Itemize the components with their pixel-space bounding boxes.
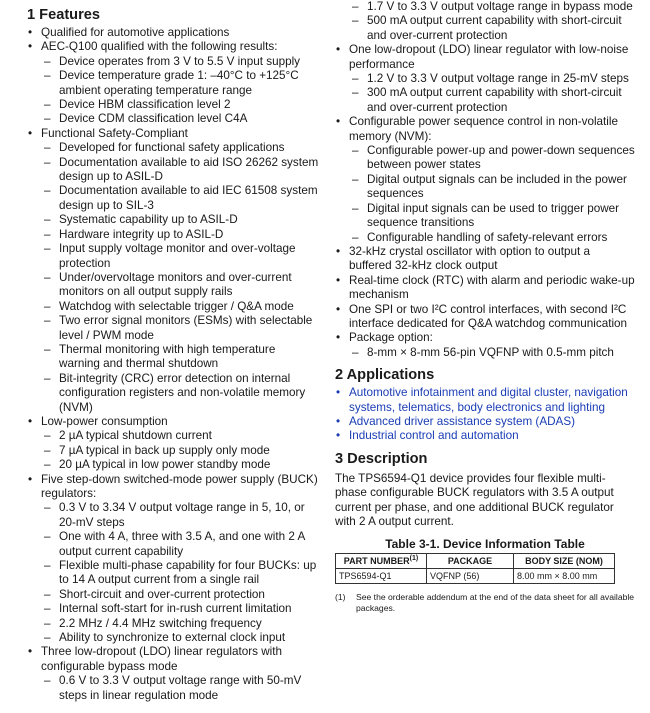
feature-subitem: – Digital output signals can be included in the power sequences: [335, 173, 635, 202]
feature-item: • Five step-down switched-mode power supply (BUCK) regulators:: [27, 473, 319, 502]
feature-subitem: – 300 mA output current capability with short-circuit and over-current protection: [335, 86, 635, 115]
feature-subitem: – Configurable power-up and power-down sequences between power states: [335, 144, 635, 173]
feature-subitem: – 2 µA typical shutdown current: [27, 429, 319, 443]
feature-subitem: – Two error signal monitors (ESMs) with selectable level / PWM mode: [27, 314, 319, 343]
feature-item: • AEC-Q100 qualified with the following results:: [27, 40, 319, 54]
applications-list: [335, 386, 635, 444]
feature-subitem: – Thermal monitoring with high temperature warning and thermal shutdown: [27, 343, 319, 372]
feature-subitem: – Device operates from 3 V to 5.5 V input supply: [27, 55, 319, 69]
feature-subitem: – Documentation available to aid ISO 26262 system design up to ASIL-D: [27, 156, 319, 185]
feature-item: • Configurable power sequence control in non-volatile memory (NVM):: [335, 115, 635, 144]
feature-subitem: – Digital input signals can be used to trigger power sequence transitions: [335, 202, 635, 231]
applications-heading: 2 Applications: [335, 367, 435, 384]
feature-subitem: – Internal soft-start for in-rush current limitation: [27, 602, 319, 616]
feature-subitem: – 8-mm × 8-mm 56-pin VQFNP with 0.5-mm pitch: [335, 346, 635, 360]
footnote-text: See the orderable addendum at the end of the data sheet for all available packages.: [356, 592, 635, 614]
features-list-continued: [335, 0, 635, 360]
feature-subitem: – Systematic capability up to ASIL-D: [27, 213, 319, 227]
left-column: [27, 6, 319, 703]
feature-subitem: – Flexible multi-phase capability for four BUCKs: up to 14 A output current from a single rail: [27, 559, 319, 588]
table-header-row: [336, 554, 615, 569]
feature-subitem: – Device HBM classification level 2: [27, 98, 319, 112]
description-text: The TPS6594-Q1 device provides four flexible multi-phase configurable BUCK regulators with 3.5 A output current per phase, and one additional BUCK regulator with 2 A output current.: [335, 471, 614, 528]
device-information-table: [335, 553, 615, 584]
features-list: [27, 26, 319, 703]
application-link[interactable]: • Industrial control and automation: [335, 429, 635, 443]
application-link[interactable]: • Advanced driver assistance system (ADAS): [335, 415, 635, 429]
feature-subitem: – Short-circuit and over-current protection: [27, 588, 319, 602]
table-row: [336, 569, 615, 584]
feature-item: • Low-power consumption: [27, 415, 319, 429]
header-part-number: PART NUMBER$^{(1)}$: [336, 554, 427, 569]
feature-subitem: – 20 µA typical in low power standby mode: [27, 458, 319, 472]
feature-subitem: – Input supply voltage monitor and over-voltage protection: [27, 242, 319, 271]
feature-subitem: – 1.7 V to 3.3 V output voltage range in bypass mode: [335, 0, 635, 14]
application-link[interactable]: • Automotive infotainment and digital cluster, navigation systems, telematics, body electronics and lighting: [335, 386, 635, 415]
feature-subitem: – 1.2 V to 3.3 V output voltage range in 25-mV steps: [335, 72, 635, 86]
cell-part-number: TPS6594-Q1: [336, 569, 427, 584]
table-caption: Table 3-1. Device Information Table: [385, 537, 585, 552]
feature-item: • Qualified for automotive applications: [27, 26, 319, 40]
feature-subitem: – Device CDM classification level C4A: [27, 112, 319, 126]
feature-subitem: – Under/overvoltage monitors and over-current monitors on all output supply rails: [27, 271, 319, 300]
feature-subitem: – Configurable handling of safety-relevant errors: [335, 231, 635, 245]
feature-item: • Three low-dropout (LDO) linear regulators with configurable bypass mode: [27, 645, 319, 674]
feature-subitem: – 2.2 MHz / 4.4 MHz switching frequency: [27, 617, 319, 631]
feature-item: • One SPI or two I²C control interfaces, with second I²C interface dedicated for Q&A watchdog communication: [335, 303, 635, 332]
feature-subitem: – 7 µA typical in back up supply only mode: [27, 444, 319, 458]
table-footnote: [335, 592, 635, 614]
feature-subitem: – Developed for functional safety applications: [27, 141, 319, 155]
right-column: [335, 0, 635, 614]
features-heading: 1 Features: [27, 7, 101, 23]
feature-subitem: – Bit-integrity (CRC) error detection on internal configuration registers and non-volatile memory (NVM): [27, 372, 319, 415]
feature-item: • 32-kHz crystal oscillator with option to output a buffered 32-kHz clock output: [335, 245, 635, 274]
feature-item: • Real-time clock (RTC) with alarm and periodic wake-up mechanism: [335, 274, 635, 303]
cell-package: VQFNP (56): [427, 569, 514, 584]
feature-item: • Functional Safety-Compliant: [27, 127, 319, 141]
feature-subitem: – One with 4 A, three with 3.5 A, and one with 2 A output current capability: [27, 530, 319, 559]
cell-body-size: 8.00 mm × 8.00 mm: [514, 569, 615, 584]
description-heading: 3 Description: [335, 450, 428, 467]
feature-subitem: – Ability to synchronize to external clock input: [27, 631, 319, 645]
feature-item: • One low-dropout (LDO) linear regulator with low-noise performance: [335, 43, 635, 72]
feature-subitem: – Documentation available to aid IEC 61508 system design up to SIL-3: [27, 184, 319, 213]
feature-subitem: – 0.3 V to 3.34 V output voltage range in 5, 10, or 20-mV steps: [27, 501, 319, 530]
feature-subitem: – 500 mA output current capability with short-circuit and over-current protection: [335, 14, 635, 43]
footnote-number: (1): [335, 592, 346, 603]
feature-subitem: – 0.6 V to 3.3 V output voltage range with 50-mV steps in linear regulation mode: [27, 674, 319, 703]
feature-item: • Package option:: [335, 331, 635, 345]
feature-subitem: – Watchdog with selectable trigger / Q&A mode: [27, 300, 319, 314]
header-package: PACKAGE: [427, 554, 514, 569]
feature-subitem: – Hardware integrity up to ASIL-D: [27, 228, 319, 242]
feature-subitem: – Device temperature grade 1: –40°C to +125°C ambient operating temperature range: [27, 69, 319, 98]
header-body-size: BODY SIZE (NOM): [514, 554, 615, 569]
